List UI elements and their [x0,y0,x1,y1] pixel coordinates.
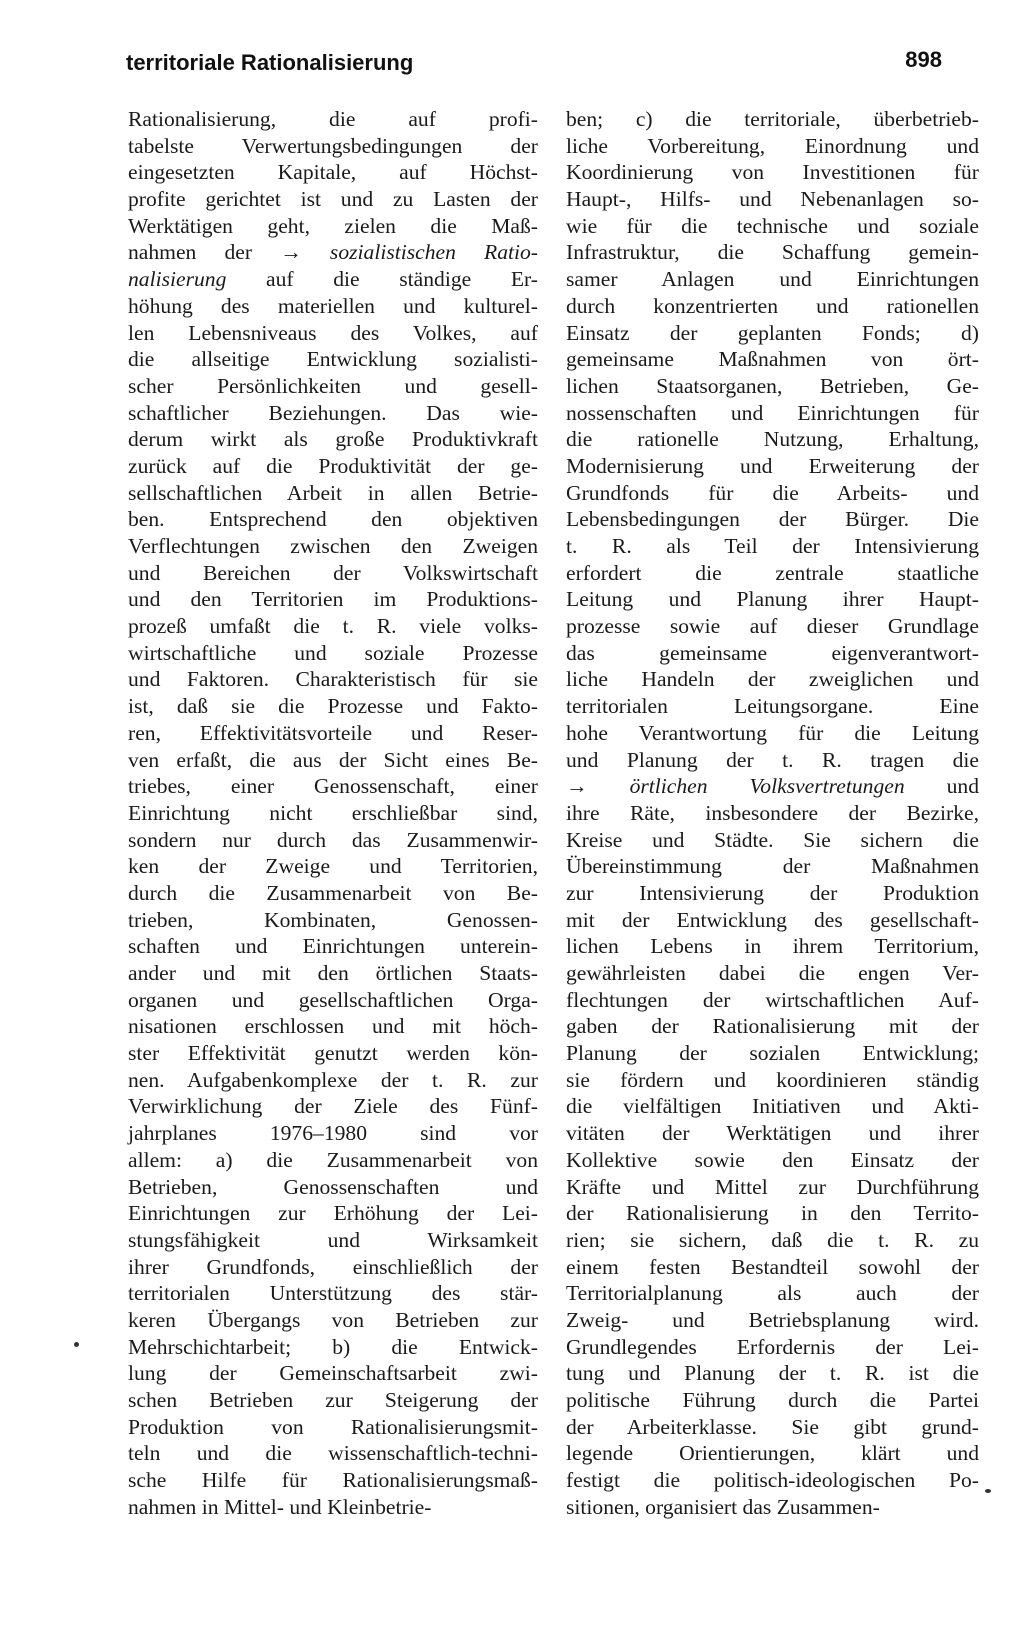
cross-reference-term: nalisierung [128,267,227,292]
text-line [566,693,979,720]
text-segment: schaften und Einrichtungen unterein- [128,934,538,959]
text-segment: Einsatz der geplanten Fonds; d) [566,320,979,345]
text-line [566,1174,979,1201]
text-line [566,239,979,266]
text-line [128,186,538,213]
text-line [566,987,979,1014]
text-line [566,853,979,880]
text-segment: Übereinstimmung der Maßnahmen [566,854,979,879]
speck-mark [985,1489,991,1493]
text-line [566,453,979,480]
text-line [566,1334,979,1361]
text-segment: tabelste Verwertungsbedingungen der [128,133,538,158]
text-segment: politische Führung durch die Partei [566,1388,979,1412]
text-segment: Zweig- und Betriebsplanung wird. [566,1307,979,1332]
text-line [128,907,538,934]
text-line [566,1040,979,1067]
cross-reference-term: sozialistischen Ratio- [329,240,538,265]
text-segment: keren Übergangs von Betrieben zur [128,1307,538,1332]
text-segment: eingesetzten Kapitale, auf Höchst- [128,160,538,185]
text-segment: Leitung und Planung ihrer Haupt- [566,587,979,612]
text-segment: die rationelle Nutzung, Erhaltung, [566,427,979,452]
text-segment: zur Intensivierung der Produktion [566,880,979,905]
text-line [566,613,979,640]
text-segment: territorialen Unterstützung des stär- [128,1281,538,1306]
text-line [128,1414,538,1441]
text-segment: flechtungen der wirtschaftlichen Auf- [566,987,979,1012]
text-line [128,159,538,186]
text-line [128,827,538,854]
text-line [128,1040,538,1067]
text-segment: gemeinsame Maßnahmen von ört- [566,347,979,372]
text-line [128,1334,538,1361]
text-segment: → [566,774,630,799]
text-line [128,1200,538,1227]
text-line [566,1280,979,1307]
text-segment: territorialen Leitungsorgane. Eine [566,694,979,719]
text-line [128,666,538,693]
text-segment: durch konzentrierten und rationellen [566,293,979,318]
text-segment: zurück auf die Produktivität der ge- [128,453,538,478]
text-segment: einem festen Bestandteil sowohl der [566,1254,979,1279]
text-segment: Grundfonds für die Arbeits- und [566,480,979,505]
text-segment: rien; sie sichern, daß die t. R. zu [566,1227,979,1252]
text-segment: höhung des materiellen und kulturel- [128,293,538,318]
text-line [128,133,538,160]
text-line [566,1414,979,1441]
text-segment: Planung der sozialen Entwicklung; [566,1041,979,1066]
text-line [566,1227,979,1254]
text-segment: Kollektive sowie den Einsatz der [566,1147,979,1172]
text-line [128,426,538,453]
text-segment: nen. Aufgabenkomplexe der t. R. zur [128,1067,538,1092]
text-segment: ren, Effektivitätsvorteile und Reser- [128,720,538,745]
text-line [128,747,538,774]
text-line [566,373,979,400]
text-line [128,480,538,507]
text-line [128,1227,538,1254]
text-line [128,293,538,320]
text-segment: wirtschaftliche und soziale Prozesse [128,640,538,665]
text-line [128,400,538,427]
cross-reference-term: örtlichen Volksvertretungen [629,774,905,799]
text-segment: Grundlegendes Erfordernis der Lei- [566,1334,979,1359]
text-segment: ster Effektivität genutzt werden kön- [128,1041,538,1066]
text-line [566,1093,979,1120]
text-line [128,320,538,347]
text-segment: gaben der Rationalisierung mit der [566,1014,979,1039]
text-line [128,533,538,560]
text-segment: nossenschaften und Einrichtungen für [566,400,979,425]
text-line [128,213,538,240]
text-line [128,1067,538,1094]
text-line [128,586,538,613]
text-segment: lichen Lebens in ihrem Territorium, [566,934,979,959]
text-segment: gewährleisten dabei die engen Ver- [566,961,979,985]
text-line [128,1093,538,1120]
text-line [128,346,538,373]
text-line [128,1387,538,1414]
text-line [128,720,538,747]
text-segment: hohe Verantwortung für die Leitung [566,720,979,745]
text-line [128,1440,538,1467]
text-segment: liche Vorbereitung, Einordnung und [566,133,979,158]
text-segment: derum wirkt als große Produktivkraft [128,427,538,452]
text-line [128,853,538,880]
text-segment: ihre Räte, insbesondere der Bezirke, [566,800,979,825]
text-line [128,880,538,907]
speck-mark [74,1342,79,1347]
running-head: territoriale Rationalisierung [126,50,414,75]
text-line [566,773,979,800]
text-segment: und den Territorien im Produktions- [128,587,538,612]
text-line [128,800,538,827]
text-line [566,1307,979,1334]
text-segment: nahmen in Mittel- und Kleinbetrie- [128,1494,432,1519]
text-segment: Produktion von Rationalisierungsmit- [128,1414,538,1439]
text-line [128,1013,538,1040]
text-line [128,1467,538,1494]
text-segment: der Rationalisierung in den Territo- [566,1201,979,1226]
text-segment: sellschaftlichen Arbeit in allen Betrie- [128,480,538,505]
page-number: 898 [905,47,942,72]
text-line [128,1254,538,1281]
text-segment: Lebensbedingungen der Bürger. Die [566,507,979,532]
text-segment: t. R. als Teil der Intensivierung [566,534,979,558]
text-segment: samer Anlagen und Einrichtungen [566,267,979,292]
text-line [566,320,979,347]
text-line [566,1013,979,1040]
text-segment: tung und Planung der t. R. ist die [566,1361,979,1386]
text-segment: prozesse sowie auf dieser Grundlage [566,614,979,639]
text-line [128,239,538,266]
text-segment: stungsfähigkeit und Wirksamkeit [128,1227,538,1252]
text-segment: auf die ständige Er- [226,267,538,292]
text-segment: liche Handeln der zweiglichen und [566,667,979,692]
text-line [566,293,979,320]
text-line [566,1387,979,1414]
text-segment: nahmen der → [128,240,330,265]
text-line [566,720,979,747]
text-line [566,827,979,854]
text-segment: triebes, einer Genossenschaft, einer [128,774,538,799]
text-line [566,506,979,533]
text-line [128,987,538,1014]
page-header [126,47,942,86]
text-segment: organen und gesellschaftlichen Orga- [128,987,538,1012]
text-line [566,933,979,960]
text-segment: len Lebensniveaus des Volkes, auf [128,320,538,345]
text-segment: Verflechtungen zwischen den Zweigen [128,534,538,558]
text-line [566,960,979,987]
text-segment: erfordert die zentrale staatliche [566,560,979,585]
text-line [128,773,538,800]
text-segment: lung der Gemeinschaftsarbeit zwi- [128,1361,538,1386]
text-line [566,266,979,293]
text-segment: schaftlicher Beziehungen. Das wie- [128,400,538,425]
text-segment: profite gerichtet ist und zu Lasten der [128,187,538,212]
text-line [128,373,538,400]
text-segment: Koordinierung von Investitionen für [566,160,979,185]
text-line [566,133,979,160]
text-segment: sitionen, organisiert das Zusammen- [566,1494,880,1519]
text-segment: sondern nur durch das Zusammenwir- [128,827,538,852]
text-segment: die allseitige Entwicklung sozialisti- [128,347,538,372]
text-line [128,640,538,667]
text-segment: schen Betrieben zur Steigerung der [128,1388,538,1412]
text-line [566,346,979,373]
text-segment: Mehrschichtarbeit; b) die Entwick- [128,1334,538,1359]
text-segment: jahrplanes 1976–1980 sind vor [128,1121,538,1146]
text-line [566,800,979,827]
text-segment: festigt die politisch-ideologischen Po- [566,1468,979,1493]
text-line [128,266,538,293]
text-segment: ander und mit den örtlichen Staats- [128,961,538,985]
text-line [128,560,538,587]
text-segment: Werktätigen geht, zielen die Maß- [128,213,538,238]
text-line [128,1494,538,1521]
text-line [566,1467,979,1494]
text-line [566,186,979,213]
text-segment: Kräfte und Mittel zur Durchführung [566,1174,979,1199]
text-segment: nisationen erschlossen und mit höch- [128,1014,538,1039]
text-line [128,1174,538,1201]
text-segment: Betrieben, Genossenschaften und [128,1174,538,1199]
text-line [566,586,979,613]
text-segment: Einrichtungen zur Erhöhung der Lei- [128,1201,538,1226]
text-segment: ven erfaßt, die aus der Sicht eines Be- [128,747,538,772]
text-segment: teln und die wissenschaftlich-techni- [128,1441,538,1466]
text-segment: Einrichtung nicht erschließbar sind, [128,800,538,825]
text-line [566,907,979,934]
text-segment: wie für die technische und soziale [566,213,979,238]
text-segment: Territorialplanung als auch der [566,1281,979,1306]
text-line [566,1200,979,1227]
text-segment: lichen Staatsorganen, Betrieben, Ge- [566,373,979,398]
text-line [566,533,979,560]
text-segment: der Arbeiterklasse. Sie gibt grund- [566,1414,979,1439]
text-line [128,1360,538,1387]
text-segment: Haupt-, Hilfs- und Nebenanlagen so- [566,187,979,212]
text-segment: legende Orientierungen, klärt und [566,1441,979,1466]
text-line [566,1494,979,1521]
text-line [566,640,979,667]
text-line [566,1254,979,1281]
text-line [566,880,979,907]
text-segment: Kreise und Städte. Sie sichern die [566,827,979,852]
text-line [566,1360,979,1387]
text-segment: ben. Entsprechend den objektiven [128,507,538,532]
text-line [128,1307,538,1334]
text-segment: scher Persönlichkeiten und gesell- [128,373,538,398]
text-segment: ben; c) die territoriale, überbetrieb- [566,107,979,131]
text-line [128,106,538,133]
text-segment: ist, daß sie die Prozesse und Fakto- [128,694,538,719]
text-segment: Rationalisierung, die auf profi- [128,107,538,131]
text-line [128,1280,538,1307]
text-segment: Infrastruktur, die Schaffung gemein- [566,240,979,265]
text-line [128,506,538,533]
text-line [566,106,979,133]
text-segment: und Planung der t. R. tragen die [566,747,979,772]
text-line [566,666,979,693]
text-segment: Verwirklichung der Ziele des Fünf- [128,1094,538,1119]
text-line [128,1147,538,1174]
text-segment: mit der Entwicklung des gesellschaft- [566,907,979,932]
text-segment: sie fördern und koordinieren ständig [566,1067,979,1092]
text-line [566,1440,979,1467]
text-line [128,613,538,640]
text-segment: durch die Zusammenarbeit von Be- [128,880,538,905]
text-segment: ken der Zweige und Territorien, [128,854,538,879]
text-line [128,1120,538,1147]
text-line [566,560,979,587]
text-line [566,400,979,427]
text-line [566,480,979,507]
text-line [566,747,979,774]
text-segment: allem: a) die Zusammenarbeit von [128,1147,538,1172]
text-line [566,1147,979,1174]
left-text-column [128,106,538,1520]
text-line [128,453,538,480]
text-segment: ihrer Grundfonds, einschließlich der [128,1254,538,1279]
text-segment: prozeß umfaßt die t. R. viele volks- [128,614,538,639]
text-segment: und Faktoren. Charakteristisch für sie [128,667,538,692]
text-line [128,933,538,960]
text-line [566,1120,979,1147]
text-segment: und Bereichen der Volkswirtschaft [128,560,538,585]
text-line [566,159,979,186]
text-line [566,1067,979,1094]
text-segment: das gemeinsame eigenverantwort- [566,640,979,665]
text-segment: und [904,774,979,799]
text-line [128,693,538,720]
text-segment: sche Hilfe für Rationalisierungsmaß- [128,1468,538,1493]
right-text-column [566,106,979,1520]
text-segment: vitäten der Werktätigen und ihrer [566,1121,979,1146]
text-line [128,960,538,987]
text-segment: Modernisierung und Erweiterung der [566,453,979,478]
text-segment: trieben, Kombinaten, Genossen- [128,907,538,932]
text-line [566,426,979,453]
text-segment: die vielfältigen Initiativen und Akti- [566,1094,979,1119]
text-line [566,213,979,240]
